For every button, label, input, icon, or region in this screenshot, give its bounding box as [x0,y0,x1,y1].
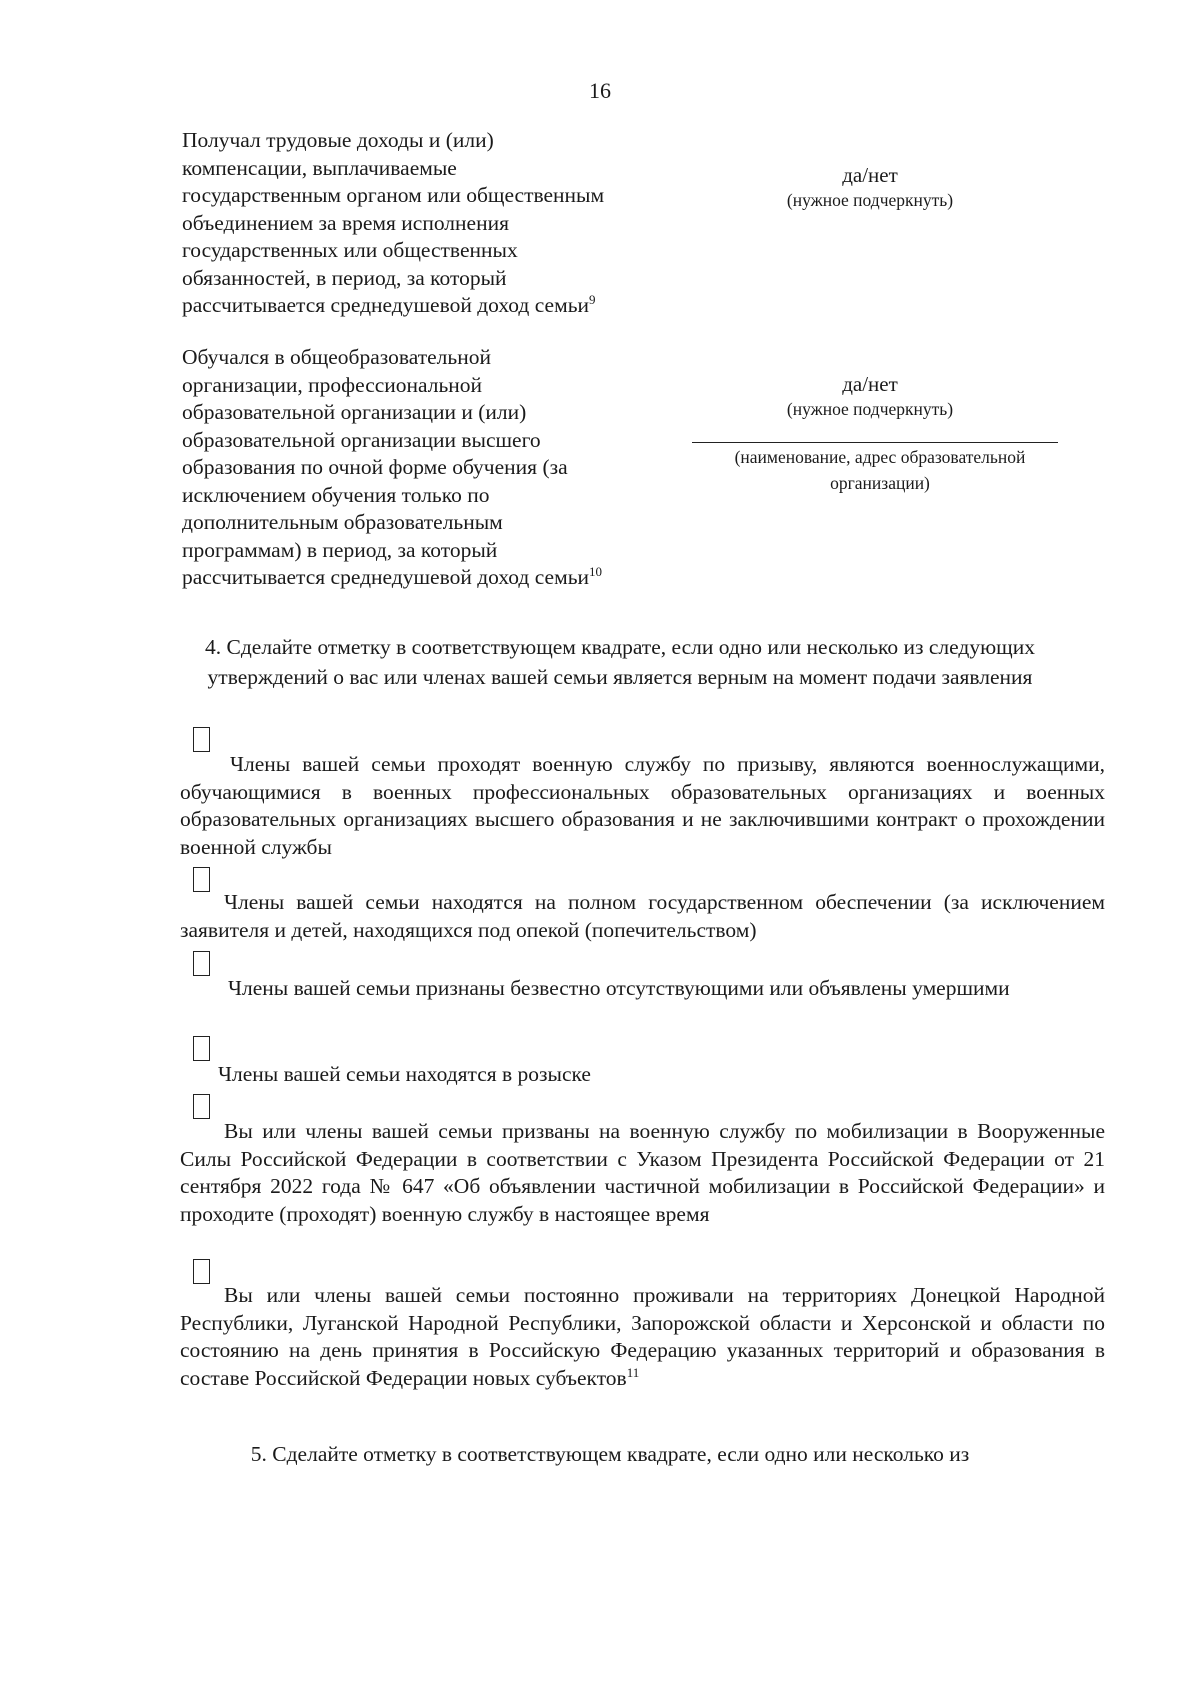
option-3-checkbox[interactable] [193,951,210,976]
section-4-intro: 4. Сделайте отметку в соответствующем квадрате, если одно или несколько из следующих утверждений о вас или членах вашей семьи является верным на момент подачи заявления [205,635,1035,689]
footnote-11: 11 [626,1364,640,1380]
question-1-answer-hint: (нужное подчеркнуть) [786,190,954,210]
question-2-text: Обучался в общеобразовательной организации, профессиональной образовательной организации и (или) образовательной организации высшего образования по очной форме обучения (за исключением обучения только по дополнительным образовательным программам) в период, за который рассчитывается среднедушевой доход семьи$^{10}$ [182,345,602,589]
education-organization-field[interactable] [692,442,1058,443]
option-5-checkbox[interactable] [193,1094,210,1119]
question-2-yes-no[interactable]: да/нет [842,372,898,396]
education-organization-caption: (наименование, адрес образовательной организации) [734,447,1026,493]
option-1-text: Члены вашей семьи проходят военную службу по призыву, являются военнослужащими, обучающимися в военных профессиональных образовательных организациях и военных образовательных организациях высшего образования и не заключившими контракт о прохождении военной службы [180,752,1105,859]
option-6-checkbox[interactable] [193,1259,210,1284]
option-4-checkbox[interactable] [193,1036,210,1061]
question-1-text: Получал трудовые доходы и (или) компенсации, выплачиваемые государственным органом или общественным объединением за время исполнения государственных или общественных обязанностей, в период, за который рассчитывается среднедушевой доход семьи$^9$ [182,128,605,317]
footnote-9: 9 [589,291,596,307]
option-3-text: Члены вашей семьи признаны безвестно отсутствующими или объявлены умершими [228,976,1010,1000]
section-5-intro: 5. Сделайте отметку в соответствующем квадрате, если одно или несколько из [250,1442,970,1466]
question-1-answer [700,162,1040,212]
page-number: 16 [589,78,611,103]
option-2-text: Члены вашей семьи находятся на полном государственном обеспечении (за исключением заявителя и детей, находящихся под опекой (попечительством) [180,890,1105,942]
question-2-answer-hint: (нужное подчеркнуть) [786,399,954,419]
question-1-yes-no[interactable]: да/нет [842,163,898,187]
question-2-answer [700,371,1040,421]
option-4-text: Члены вашей семьи находятся в розыске [218,1062,591,1086]
option-1-checkbox[interactable] [193,727,210,752]
option-5-text: Вы или члены вашей семьи призваны на военную службу по мобилизации в Вооруженные Силы Российской Федерации в соответствии с Указом Президента Российской Федерации от 21 сентября 2022 года № 647 «Об объявлении частичной мобилизации в Российской Федерации» и проходите (проходят) военную службу в настоящее время [180,1119,1105,1226]
footnote-10: 10 [589,563,602,579]
option-6-text: Вы или члены вашей семьи постоянно проживали на территориях Донецкой Народной Республики, Луганской Народной Республики, Запорожской области и Херсонской и области по состоянию на день принятия в Российскую Федерацию указанных территорий и образования в составе Российской Федерации новых субъектов$^{11}$ [180,1283,1105,1390]
